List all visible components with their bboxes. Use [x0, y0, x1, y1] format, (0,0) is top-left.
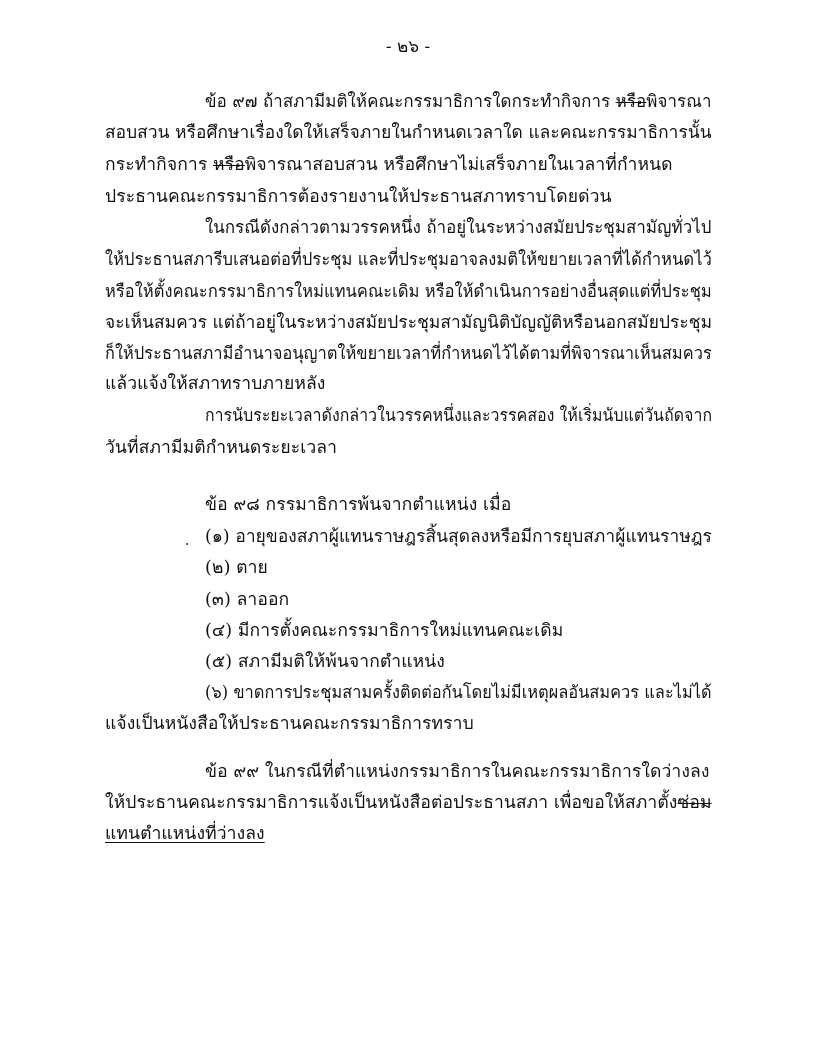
paragraph-2-line-2: ให้ประธานสภารีบเสนอต่อที่ประชุม และที่ประชุมอาจลงมติให้ขยายเวลาที่ได้กำหนดไว้	[105, 250, 712, 270]
paragraph-2-line-1: ในกรณีดังกล่าวตามวรรคหนึ่ง ถ้าอยู่ในระหว่างสมัยประชุมสามัญทั่วไป	[205, 218, 712, 238]
paragraph-2-line-3: หรือให้ตั้งคณะกรรมาธิการใหม่แทนคณะเดิม หรือให้ดำเนินการอย่างอื่นสุดแต่ที่ประชุม	[105, 282, 712, 302]
section-97-line-1-end: พิจารณา	[646, 92, 712, 112]
paragraph-2-line-6: แล้วแจ้งให้สภาทราบภายหลัง	[105, 374, 326, 394]
section-97-line-2: สอบสวน หรือศึกษาเรื่องใดให้เสร็จภายในกำหนดเวลาใด และคณะกรรมาธิการนั้น	[105, 123, 712, 143]
struck-word: ซ่อม	[677, 793, 712, 813]
stray-mark	[186, 543, 188, 545]
section-98-item-1: (๑) อายุของสภาผู้แทนราษฎรสิ้นสุดลงหรือมีการยุบสภาผู้แทนราษฎร	[205, 527, 712, 547]
paragraph-2-line-4: จะเห็นสมควร แต่ถ้าอยู่ในระหว่างสมัยประชุมสามัญนิติบัญญัติหรือนอกสมัยประชุม	[105, 313, 713, 333]
struck-word: หรือ	[615, 92, 647, 112]
section-99-line-1: ข้อ ๙๙ ในกรณีที่ตำแหน่งกรรมาธิการในคณะกรรมาธิการใดว่างลง	[205, 762, 710, 782]
section-98-item-3: (๓) ลาออก	[205, 590, 290, 610]
section-97-line-1	[205, 90, 712, 114]
section-97-line-3-text: กระทำกิจการ	[105, 155, 213, 175]
section-98-item-4: (๔) มีการตั้งคณะกรรมาธิการใหม่แทนคณะเดิม	[205, 621, 564, 641]
section-98-item-5: (๕) สภามีมติให้พ้นจากตำแหน่ง	[205, 652, 445, 672]
paragraph-2-line-5: ก็ให้ประธานสภามีอำนาจอนุญาตให้ขยายเวลาที่กำหนดไว้ได้ตามที่พิจารณาเห็นสมควร	[105, 344, 712, 364]
section-97-line-3-end: พิจารณาสอบสวน หรือศึกษาไม่เสร็จภายในเวลาที่กำหนด	[244, 155, 673, 175]
section-98-item-6: (๖) ขาดการประชุมสามครั้งติดต่อกันโดยไม่มีเหตุผลอันสมควร และไม่ได้	[205, 683, 712, 703]
section-98-item-6-continued: แจ้งเป็นหนังสือให้ประธานคณะกรรมาธิการทราบ	[105, 714, 474, 734]
section-98-heading: ข้อ ๙๘ กรรมาธิการพ้นจากตำแหน่ง เมื่อ	[205, 495, 512, 515]
paragraph-3-line-2: วันที่สภามีมติกำหนดระยะเวลา	[105, 438, 338, 458]
section-97-line-4: ประธานคณะกรรมาธิการต้องรายงานให้ประธานสภาทราบโดยด่วน	[105, 187, 612, 207]
section-97-line-1-text: ข้อ ๙๗ ถ้าสภามีมติให้คณะกรรมาธิการใดกระทำกิจการ	[205, 92, 616, 112]
paragraph-3-line-1: การนับระยะเวลาดังกล่าวในวรรคหนึ่งและวรรคสอง ให้เริ่มนับแต่วันถัดจาก	[205, 406, 713, 426]
section-99-line-3: แทนตำแหน่งที่ว่างลง	[105, 824, 265, 844]
struck-word: หรือ	[213, 155, 245, 175]
section-97-line-3	[105, 153, 673, 177]
section-99-line-2	[105, 791, 712, 815]
page-number: - ๒๖ -	[385, 37, 431, 57]
section-99-line-2-text: ให้ประธานคณะกรรมาธิการแจ้งเป็นหนังสือต่อประธานสภา เพื่อขอให้สภาตั้ง	[105, 793, 678, 813]
section-98-item-2: (๒) ตาย	[205, 558, 268, 578]
